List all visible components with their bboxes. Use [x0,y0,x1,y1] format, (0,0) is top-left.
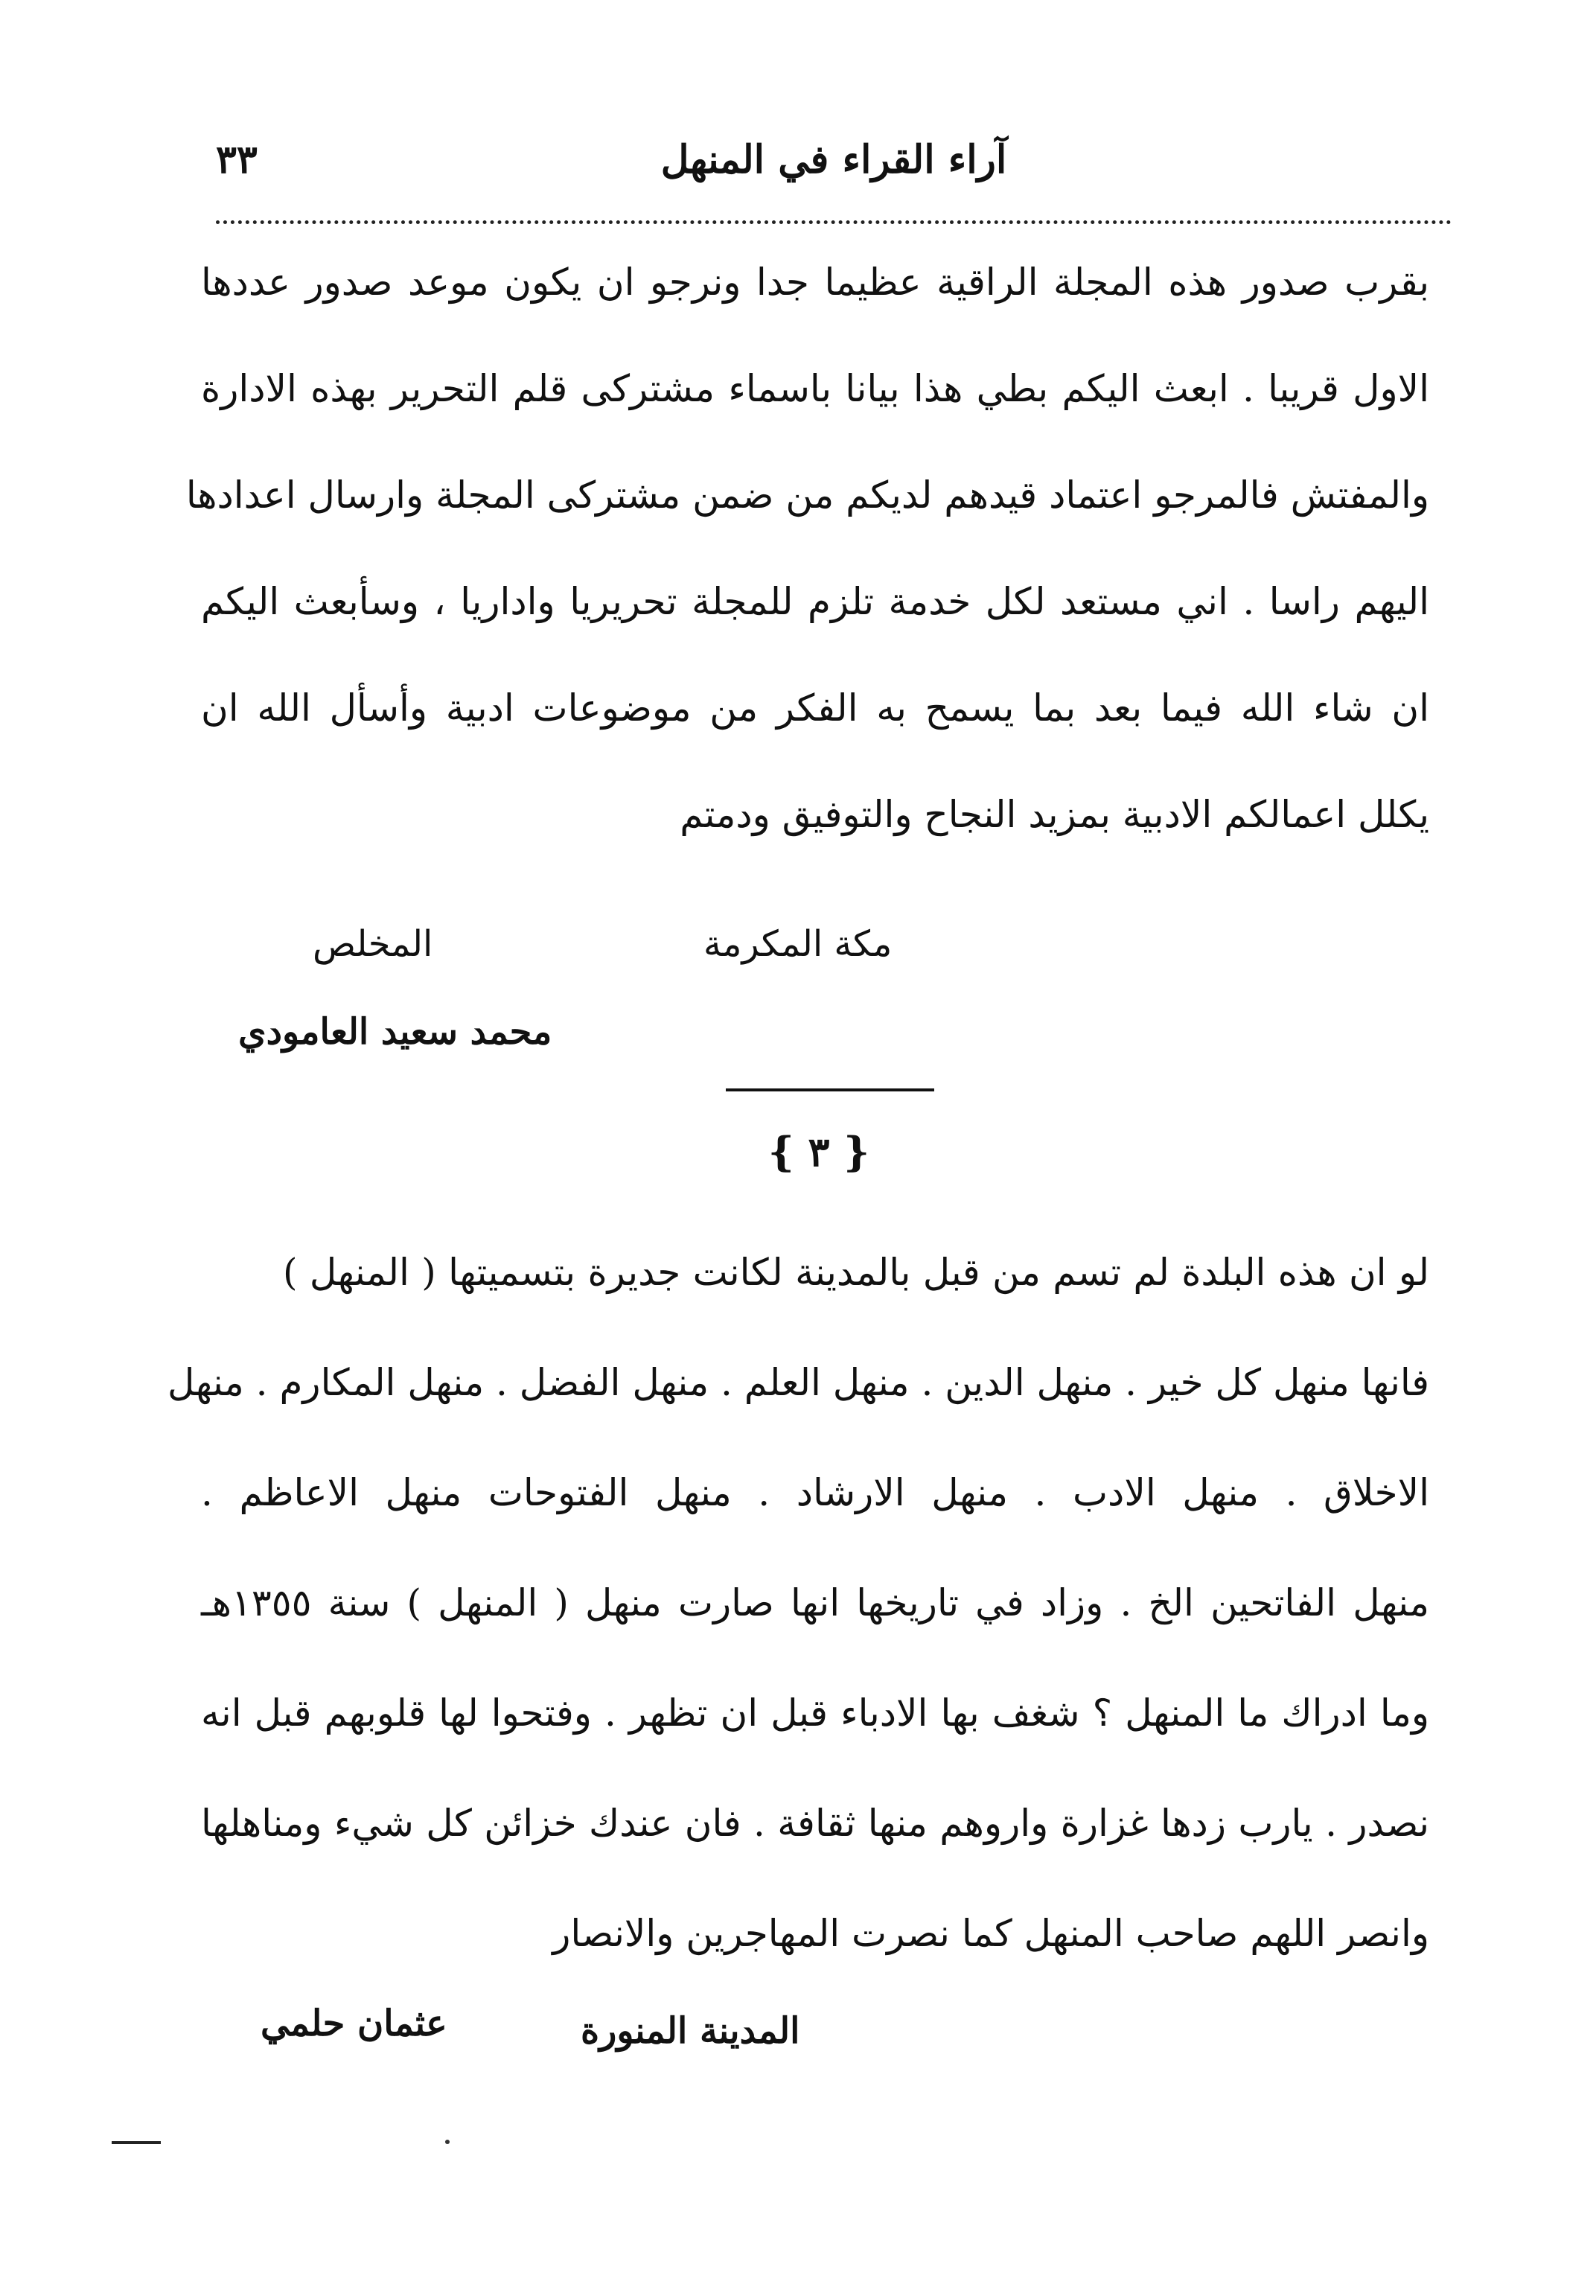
header-dotted-divider [216,220,1452,224]
text-line: الاخلاق . منهل الادب . منهل الارشاد . منهل الفتوحات منهل الاعاظم . [201,1471,1429,1514]
section-number: { ٣ } [767,1128,870,1176]
letter-three-body [167,1251,1429,1955]
text-line: بقرب صدور هذه المجلة الراقية عظيما جدا ونرجو ان يكون موعد صدور عددها [201,261,1429,304]
text-line: نصدر . يارب زدها غزارة واروهم منها ثقافة . فان عندك خزائن كل شيء ومناهلها [201,1802,1429,1845]
page-header [216,127,1452,208]
text-line: والمفتش فالمرجو اعتماد قيدهم لديكم من ضمن مشترکی المجلة وارسال اعدادها [185,473,1429,517]
letter-two-body [185,261,1429,916]
text-line: الاول قريبا . ابعث اليكم بطي هذا بيانا باسماء مشترکی قلم التحرير بهذه الادارة [201,367,1429,410]
text-line: لو ان هذه البلدة لم تسم من قبل بالمدينة لكانت جديرة بتسميتها ( المنهل ) [283,1251,1429,1294]
text-line: منهل الفاتحين الخ . وزاد في تاريخها انها صارت منهل ( المنهل ) سنة ١٣٥٥هـ [201,1581,1429,1624]
running-title: آراء القراء في المنهل [660,137,1007,182]
letter-three-signature: عثمان حلمي [261,2003,447,2044]
letter-two-signature: محمد سعيد العامودي [238,1011,552,1053]
scan-speck [445,2140,450,2144]
footer-mark [112,2141,161,2144]
letter-two-place: مكة المكرمة [703,923,893,965]
section-divider [726,1088,934,1091]
text-line: وانصر اللهم صاحب المنهل كما نصرت المهاجرين والانصار [552,1912,1429,1955]
page-number: ٣٣ [216,137,258,182]
letter-two-closing: المخلص [313,923,433,965]
text-line: فانها منهل كل خير . منهل الدين . منهل العلم . منهل الفضل . منهل المكارم . منهل [167,1361,1429,1404]
text-line: وما ادراك ما المنهل ؟ شغف بها الادباء قبل ان تظهر . وفتحوا لها قلوبهم قبل انه [201,1691,1429,1735]
letter-three-place: المدينة المنورة [581,2010,800,2052]
text-line: ان شاء الله فيما بعد بما يسمح به الفكر من موضوعات ادبية وأسأل الله ان [201,686,1429,730]
text-line: يكلل اعمالكم الادبية بمزيد النجاح والتوفيق ودمتم [680,793,1429,836]
text-line: اليهم راسا . اني مستعد لكل خدمة تلزم للمجلة تحريريا واداريا ، وسأبعث اليكم [201,580,1429,623]
